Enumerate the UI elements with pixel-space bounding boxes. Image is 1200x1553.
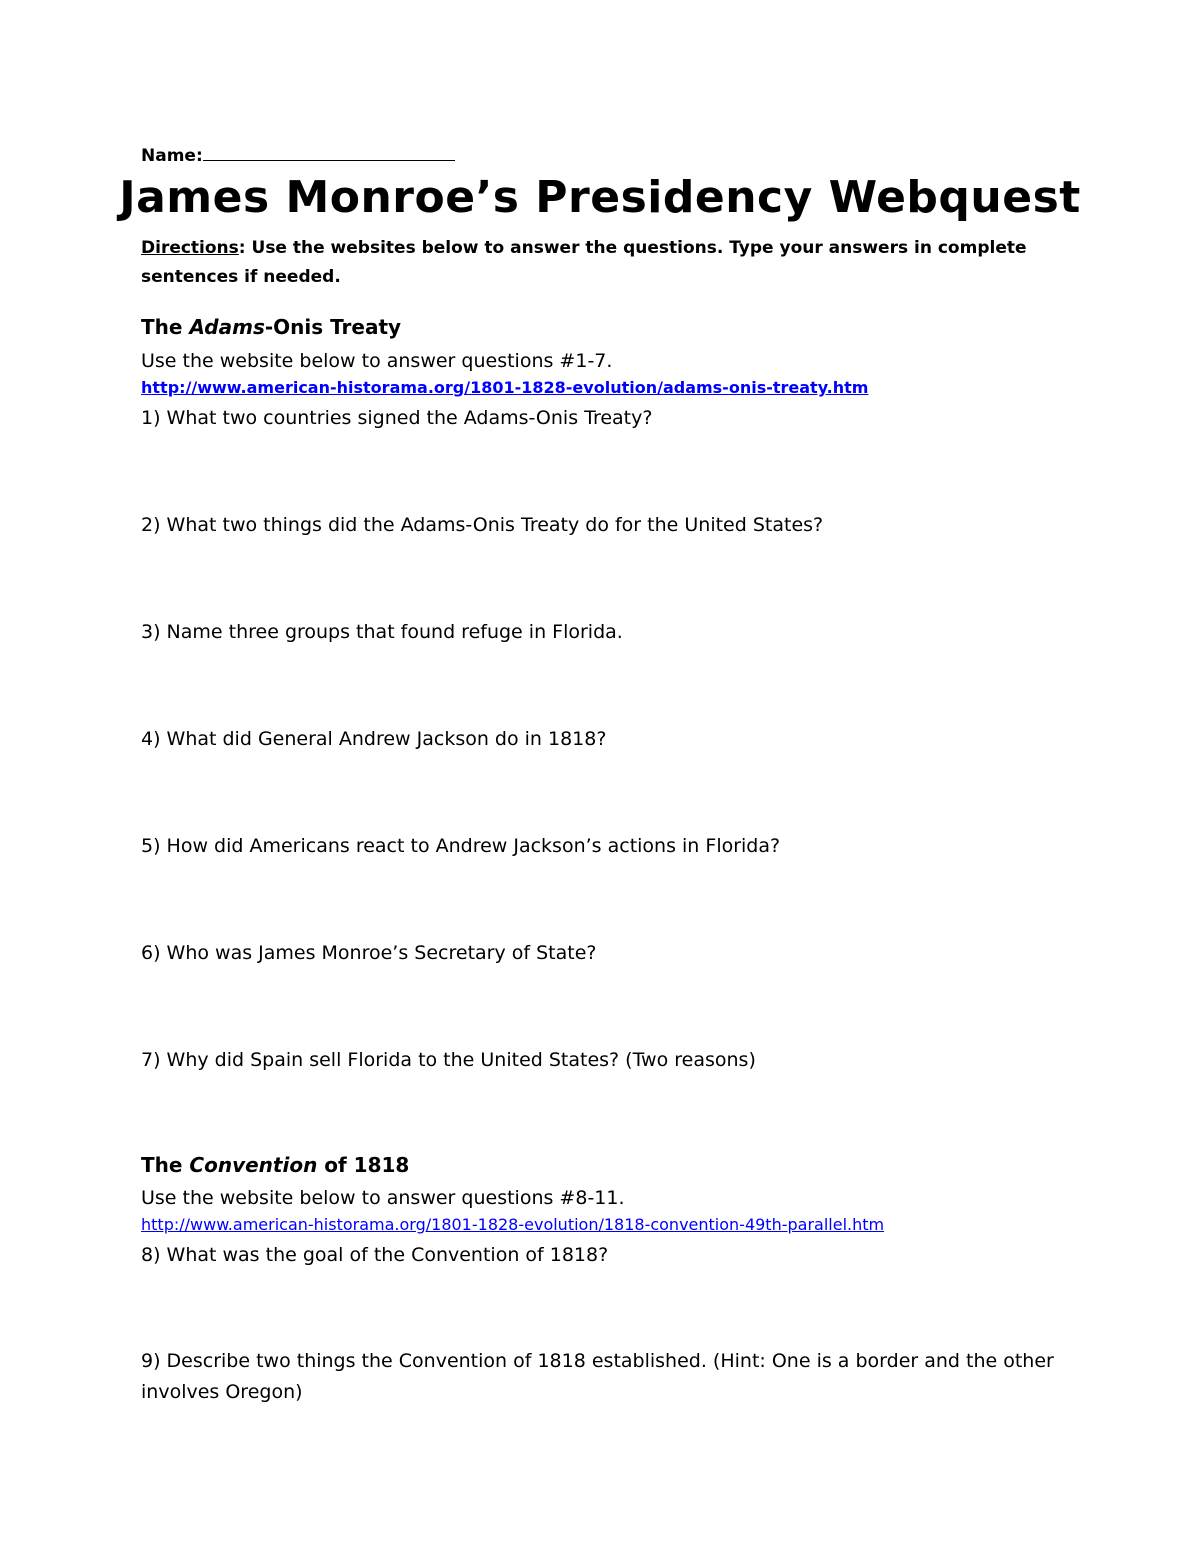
directions-text: : Use the websites below to answer the questions. Type your answers in complete sentences if needed. xyxy=(141,238,1027,287)
question-2: 2) What two things did the Adams-Onis Treaty do for the United States? xyxy=(141,514,824,536)
name-label: Name: xyxy=(141,146,203,166)
question-3: 3) Name three groups that found refuge in Florida. xyxy=(141,621,623,643)
question-5: 5) How did Americans react to Andrew Jackson’s actions in Florida? xyxy=(141,835,781,857)
question-4: 4) What did General Andrew Jackson do in 1818? xyxy=(141,728,607,750)
section-instruction: Use the website below to answer questions #8-11. xyxy=(141,1187,625,1209)
directions-label: Directions xyxy=(141,238,239,258)
heading-suffix: of 1818 xyxy=(317,1153,410,1177)
question-9: 9) Describe two things the Convention of 1818 established. (Hint: One is a border and the other involves Oregon) xyxy=(141,1350,1054,1403)
name-field[interactable] xyxy=(141,142,455,166)
heading-italic: Convention xyxy=(189,1153,318,1177)
section-heading-convention-1818 xyxy=(141,1153,409,1177)
adams-onis-link[interactable]: http://www.american-historama.org/1801-1828-evolution/adams-onis-treaty.htm xyxy=(141,378,869,397)
section-heading-adams-onis xyxy=(141,315,401,339)
name-blank-line[interactable] xyxy=(203,142,455,161)
heading-suffix: -Onis Treaty xyxy=(264,315,402,339)
page-title: James Monroe’s Presidency Webquest xyxy=(119,172,1081,223)
heading-italic: Adams xyxy=(189,315,265,339)
directions xyxy=(141,234,1041,292)
convention-1818-link[interactable]: http://www.american-historama.org/1801-1828-evolution/1818-convention-49th-parallel.htm xyxy=(141,1215,885,1234)
section-instruction: Use the website below to answer questions #1-7. xyxy=(141,350,613,372)
heading-prefix: The xyxy=(141,1153,190,1177)
heading-prefix: The xyxy=(141,315,190,339)
question-1: 1) What two countries signed the Adams-Onis Treaty? xyxy=(141,407,653,429)
question-6: 6) Who was James Monroe’s Secretary of State? xyxy=(141,942,597,964)
question-8: 8) What was the goal of the Convention of 1818? xyxy=(141,1244,609,1266)
question-7: 7) Why did Spain sell Florida to the United States? (Two reasons) xyxy=(141,1049,756,1071)
